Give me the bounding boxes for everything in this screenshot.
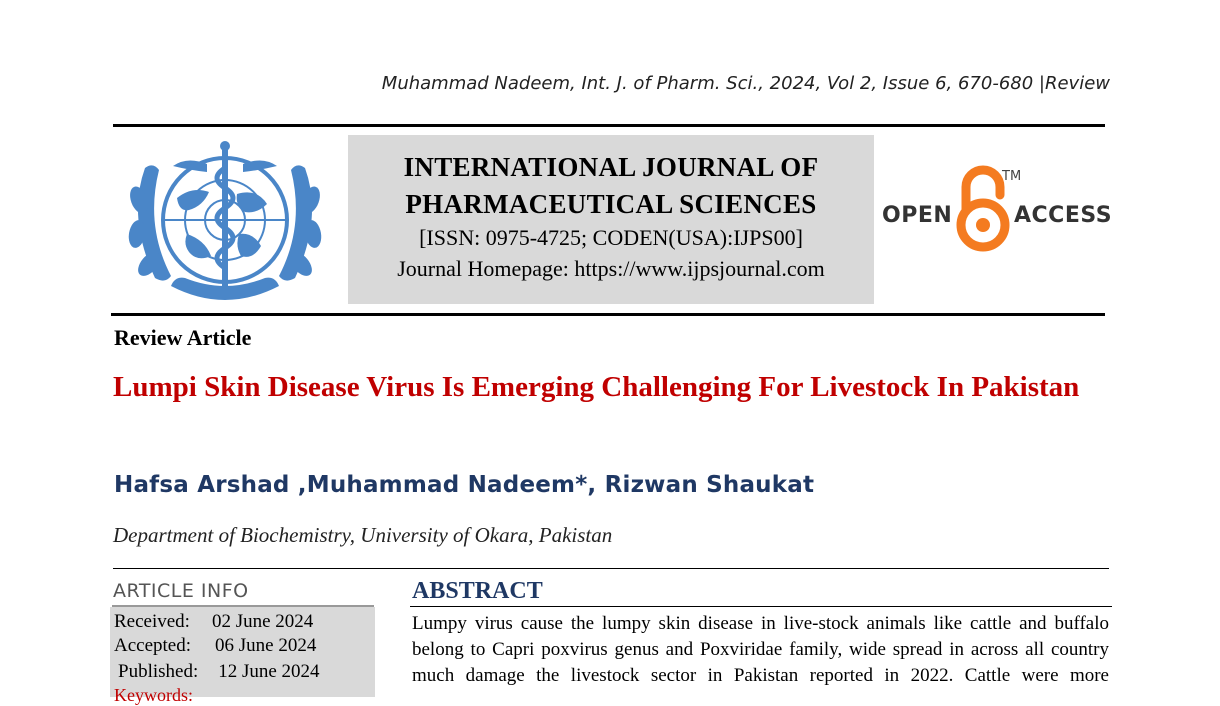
article-info-box <box>110 607 375 705</box>
abstract-text: Lumpy virus cause the lumpy skin disease in live-stock animals like cattle and buffalo belong to Capri poxvirus genus and Poxviridae family, wide spread in across all country much damage the livestock sector in Pakistan reported in 2022. Cattle were more <box>412 613 1109 686</box>
journal-homepage[interactable]: Journal Homepage: https://www.ijpsjournal.com <box>397 256 825 281</box>
citation-header: Muhammad Nadeem, Int. J. of Pharm. Sci., 2024, Vol 2, Issue 6, 670-680 |Review <box>381 73 1110 94</box>
received-row <box>114 611 313 633</box>
published-date: 12 June 2024 <box>218 661 320 682</box>
journal-title-line2: PHARMACEUTICAL SCIENCES <box>405 189 817 219</box>
article-info-heading: ARTICLE INFO <box>113 580 249 602</box>
article-type: Review Article <box>114 325 252 350</box>
open-access-right-text: ACCESS <box>1014 203 1113 228</box>
trademark-mark: TM <box>1002 169 1022 184</box>
keywords-label: Keywords: <box>114 685 193 705</box>
published-label: Published: <box>118 661 199 682</box>
journal-banner <box>348 135 874 304</box>
received-label: Received: <box>114 611 190 632</box>
top-rule <box>113 124 1105 127</box>
journal-issn: [ISSN: 0975-4725; CODEN(USA):IJPS00] <box>419 225 803 250</box>
published-row <box>118 661 320 683</box>
article-authors: Hafsa Arshad ,Muhammad Nadeem*, Rizwan Shaukat <box>114 472 815 498</box>
section-divider <box>113 568 1109 569</box>
abstract-rule <box>410 606 1112 607</box>
article-affiliation: Department of Biochemistry, University of Okara, Pakistan <box>113 523 613 547</box>
open-access-logo <box>880 165 1113 255</box>
accepted-date: 06 June 2024 <box>215 635 317 656</box>
article-title: Lumpi Skin Disease Virus Is Emerging Challenging For Livestock In Pakistan <box>113 371 1080 403</box>
accepted-label: Accepted: <box>114 635 192 656</box>
received-date: 02 June 2024 <box>211 611 314 632</box>
open-access-left-text: OPEN <box>882 203 953 228</box>
accepted-row <box>114 635 316 657</box>
bottom-rule <box>111 313 1105 316</box>
abstract-heading: ABSTRACT <box>412 578 543 604</box>
journal-title-line1: INTERNATIONAL JOURNAL OF <box>403 152 819 182</box>
journal-emblem-logo <box>127 138 327 306</box>
